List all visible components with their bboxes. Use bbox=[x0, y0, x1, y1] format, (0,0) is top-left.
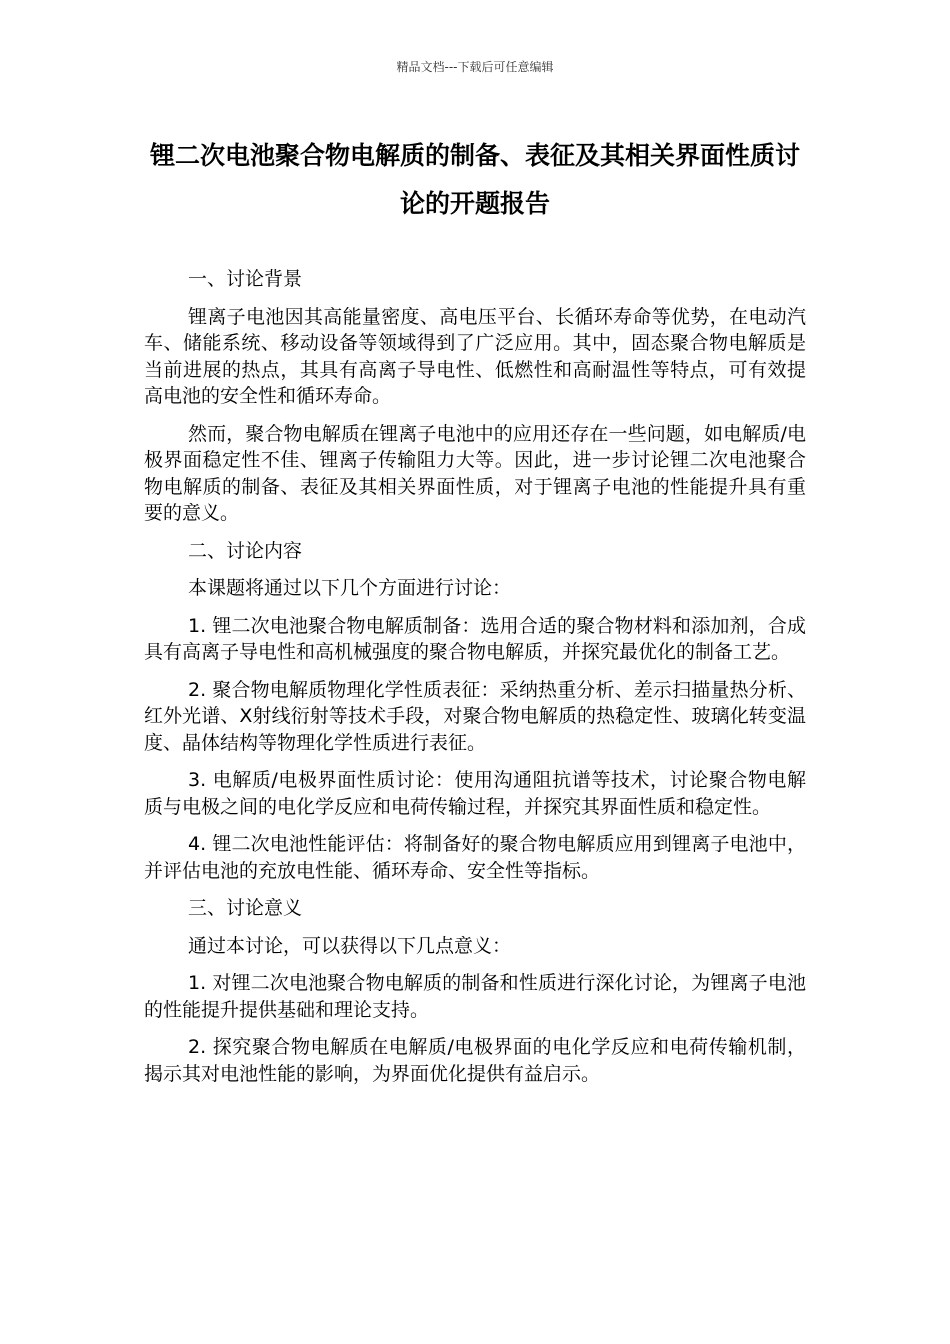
list-item-significance-2: 2. 探究聚合物电解质在电解质/电极界面的电化学反应和电荷传输机制，揭示其对电池性能的影响，为界面优化提供有益启示。 bbox=[144, 1036, 806, 1085]
list-item-content-1: 1. 锂二次电池聚合物电解质制备：选用合适的聚合物材料和添加剂，合成具有高离子导电性和高机械强度的聚合物电解质，并探究最优化的制备工艺。 bbox=[144, 614, 806, 663]
section-heading-content: 二、讨论内容 bbox=[188, 539, 303, 562]
document-body bbox=[144, 266, 806, 1098]
list-item-content-4: 4. 锂二次电池性能评估：将制备好的聚合物电解质应用到锂离子电池中，并评估电池的充放电性能、循环寿命、安全性等指标。 bbox=[144, 833, 806, 882]
list-item-content-3: 3. 电解质/电极界面性质讨论：使用沟通阻抗谱等技术，讨论聚合物电解质与电极之间的电化学反应和电荷传输过程，并探究其界面性质和稳定性。 bbox=[144, 769, 806, 818]
paragraph-background-1: 锂离子电池因其高能量密度、高电压平台、长循环寿命等优势，在电动汽车、储能系统、移动设备等领域得到了广泛应用。其中，固态聚合物电解质是当前进展的热点，其具有高离子导电性、低燃性和高耐温性等特点，可有效提高电池的安全性和循环寿命。 bbox=[144, 305, 806, 407]
section-heading-significance: 三、讨论意义 bbox=[188, 897, 303, 919]
paragraph-content-intro: 本课题将通过以下几个方面进行讨论： bbox=[188, 577, 512, 599]
paragraph-background-2: 然而，聚合物电解质在锂离子电池中的应用还存在一些问题，如电解质/电极界面稳定性不佳、锂离子传输阻力大等。因此，进一步讨论锂二次电池聚合物电解质的制备、表征及其相关界面性质，对于锂离子电池的性能提升具有重要的意义。 bbox=[144, 422, 806, 524]
paragraph-significance-intro: 通过本讨论，可以获得以下几点意义： bbox=[188, 934, 512, 957]
list-item-significance-1: 1. 对锂二次电池聚合物电解质的制备和性质进行深化讨论，为锂离子电池的性能提升提供基础和理论支持。 bbox=[144, 972, 806, 1021]
document-title: 锂二次电池聚合物电解质的制备、表征及其相关界面性质讨论的开题报告 bbox=[149, 141, 800, 218]
section-heading-background: 一、讨论背景 bbox=[188, 268, 303, 290]
list-item-content-2: 2. 聚合物电解质物理化学性质表征：采纳热重分析、差示扫描量热分析、红外光谱、X射线衍射等技术手段，对聚合物电解质的热稳定性、玻璃化转变温度、晶体结构等物理化学性质进行表征。 bbox=[144, 678, 806, 754]
header-note: 精品文档---下载后可任意编辑 bbox=[396, 60, 554, 74]
